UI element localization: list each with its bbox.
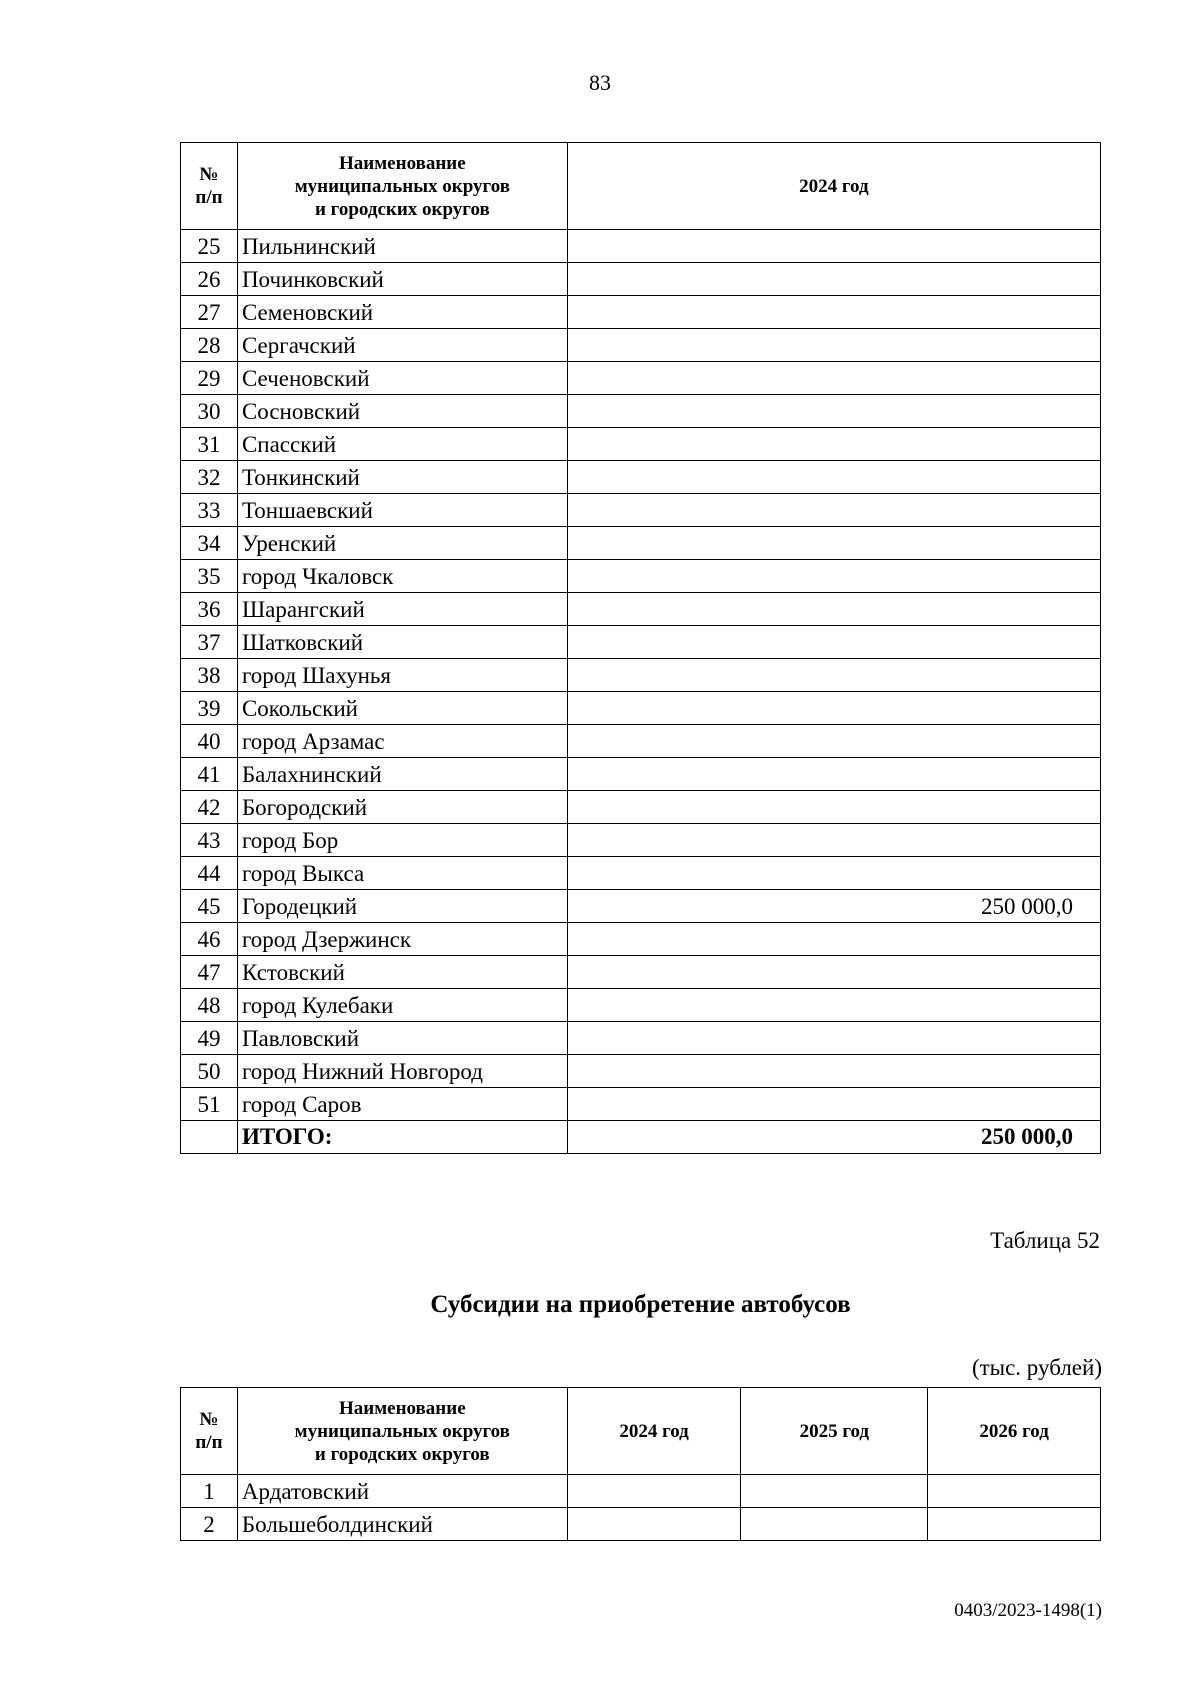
value-2024	[567, 494, 1100, 527]
row-number: 38	[181, 659, 238, 692]
value-2024	[567, 329, 1100, 362]
value-2026	[928, 1508, 1101, 1541]
table-row	[181, 758, 1101, 791]
row-number: 50	[181, 1055, 238, 1088]
table-row	[181, 395, 1101, 428]
district-name: Сеченовский	[237, 362, 567, 395]
value-2024	[567, 791, 1100, 824]
value-2024	[567, 725, 1100, 758]
table-row	[181, 659, 1101, 692]
district-name: город Нижний Новгород	[237, 1055, 567, 1088]
table-caption: Таблица 52	[990, 1228, 1100, 1253]
table-row	[181, 527, 1101, 560]
table-header-row	[181, 1388, 1101, 1475]
table-row	[181, 1475, 1101, 1508]
value-2024	[567, 923, 1100, 956]
table-row	[181, 956, 1101, 989]
table-row	[181, 362, 1101, 395]
value-2024: 250 000,0	[567, 890, 1100, 923]
value-2024	[567, 758, 1100, 791]
value-2025	[741, 1475, 928, 1508]
row-number: 32	[181, 461, 238, 494]
table-row	[181, 1022, 1101, 1055]
district-name: Кстовский	[237, 956, 567, 989]
table-row	[181, 1088, 1101, 1121]
value-2024	[567, 362, 1100, 395]
value-2024	[567, 296, 1100, 329]
row-number: 26	[181, 263, 238, 296]
total-2024-value: 250 000,0	[567, 1121, 1100, 1154]
table-row	[181, 230, 1101, 263]
total-row	[181, 1121, 1101, 1154]
row-number: 30	[181, 395, 238, 428]
row-number: 39	[181, 692, 238, 725]
value-2024	[567, 1022, 1100, 1055]
table-row	[181, 263, 1101, 296]
district-name: город Чкаловск	[237, 560, 567, 593]
row-number: 27	[181, 296, 238, 329]
district-name: город Шахунья	[237, 659, 567, 692]
table-row	[181, 791, 1101, 824]
row-number: 35	[181, 560, 238, 593]
value-2024	[567, 857, 1100, 890]
row-number: 45	[181, 890, 238, 923]
value-2024	[567, 1475, 741, 1508]
table-row	[181, 593, 1101, 626]
district-name: Ардатовский	[237, 1475, 567, 1508]
value-2024	[567, 626, 1100, 659]
district-name: Пильнинский	[237, 230, 567, 263]
district-name: Городецкий	[237, 890, 567, 923]
row-number: 44	[181, 857, 238, 890]
district-name: Уренский	[237, 527, 567, 560]
row-number: 43	[181, 824, 238, 857]
district-name: Сокольский	[237, 692, 567, 725]
row-number: 28	[181, 329, 238, 362]
row-number: 42	[181, 791, 238, 824]
table-row	[181, 461, 1101, 494]
row-number: 33	[181, 494, 238, 527]
district-name: Починковский	[237, 263, 567, 296]
value-2024	[567, 989, 1100, 1022]
row-number: 46	[181, 923, 238, 956]
district-name: город Саров	[237, 1088, 567, 1121]
bus-subsidy-table	[180, 1387, 1101, 1541]
district-name: Тоншаевский	[237, 494, 567, 527]
row-number: 36	[181, 593, 238, 626]
total-label: ИТОГО:	[237, 1121, 567, 1154]
value-2024	[567, 692, 1100, 725]
table-row	[181, 1055, 1101, 1088]
table-row	[181, 1508, 1101, 1541]
value-2024	[567, 428, 1100, 461]
row-number: 40	[181, 725, 238, 758]
row-number: 47	[181, 956, 238, 989]
district-name: Павловский	[237, 1022, 567, 1055]
row-number: 37	[181, 626, 238, 659]
table-row	[181, 857, 1101, 890]
row-number: 31	[181, 428, 238, 461]
row-number: 48	[181, 989, 238, 1022]
value-2024	[567, 1088, 1100, 1121]
value-2024	[567, 230, 1100, 263]
row-number: 49	[181, 1022, 238, 1055]
table-row	[181, 923, 1101, 956]
table-row	[181, 560, 1101, 593]
district-name: город Дзержинск	[237, 923, 567, 956]
table-row	[181, 329, 1101, 362]
district-name: Богородский	[237, 791, 567, 824]
value-2026	[928, 1475, 1101, 1508]
district-name: город Выкса	[237, 857, 567, 890]
district-name: Сосновский	[237, 395, 567, 428]
row-number: 2	[181, 1508, 238, 1541]
row-number: 34	[181, 527, 238, 560]
district-name: Семеновский	[237, 296, 567, 329]
district-name: Спасский	[237, 428, 567, 461]
district-name: Шатковский	[237, 626, 567, 659]
district-name: Тонкинский	[237, 461, 567, 494]
value-2024	[567, 461, 1100, 494]
header-num: № п/п	[181, 1388, 238, 1475]
district-name: город Арзамас	[237, 725, 567, 758]
row-number: 25	[181, 230, 238, 263]
value-2024	[567, 1055, 1100, 1088]
header-2024: 2024 год	[567, 1388, 741, 1475]
row-number: 41	[181, 758, 238, 791]
row-number: 51	[181, 1088, 238, 1121]
header-2026: 2026 год	[928, 1388, 1101, 1475]
table-row	[181, 725, 1101, 758]
district-name: город Бор	[237, 824, 567, 857]
table-row	[181, 824, 1101, 857]
row-number: 29	[181, 362, 238, 395]
value-2024	[567, 1508, 741, 1541]
value-2025	[741, 1508, 928, 1541]
page-number: 83	[589, 70, 611, 95]
units-label: (тыс. рублей)	[971, 1355, 1102, 1380]
header-2025: 2025 год	[741, 1388, 928, 1475]
row-number: 1	[181, 1475, 238, 1508]
value-2024	[567, 263, 1100, 296]
value-2024	[567, 956, 1100, 989]
table-row	[181, 494, 1101, 527]
value-2024	[567, 824, 1100, 857]
value-2024	[567, 560, 1100, 593]
header-name: Наименование муниципальных округов и городских округов	[237, 1388, 567, 1475]
value-2024	[567, 659, 1100, 692]
table-row	[181, 692, 1101, 725]
section-title: Субсидии на приобретение автобусов	[430, 1291, 851, 1318]
table-row	[181, 890, 1101, 923]
total-num-cell	[181, 1121, 238, 1154]
header-2024: 2024 год	[567, 143, 1100, 230]
document-code: 0403/2023-1498(1)	[954, 1600, 1102, 1621]
district-name: Сергачский	[237, 329, 567, 362]
table-row	[181, 428, 1101, 461]
table-row	[181, 989, 1101, 1022]
table-row	[181, 626, 1101, 659]
header-num: № п/п	[181, 143, 238, 230]
value-2024	[567, 593, 1100, 626]
district-name: Балахнинский	[237, 758, 567, 791]
district-name: Большеболдинский	[237, 1508, 567, 1541]
value-2024	[567, 395, 1100, 428]
table-header-row	[181, 143, 1101, 230]
header-name: Наименование муниципальных округов и городских округов	[237, 143, 567, 230]
allocation-table	[180, 142, 1101, 1154]
district-name: Шарангский	[237, 593, 567, 626]
table-row	[181, 296, 1101, 329]
district-name: город Кулебаки	[237, 989, 567, 1022]
value-2024	[567, 527, 1100, 560]
